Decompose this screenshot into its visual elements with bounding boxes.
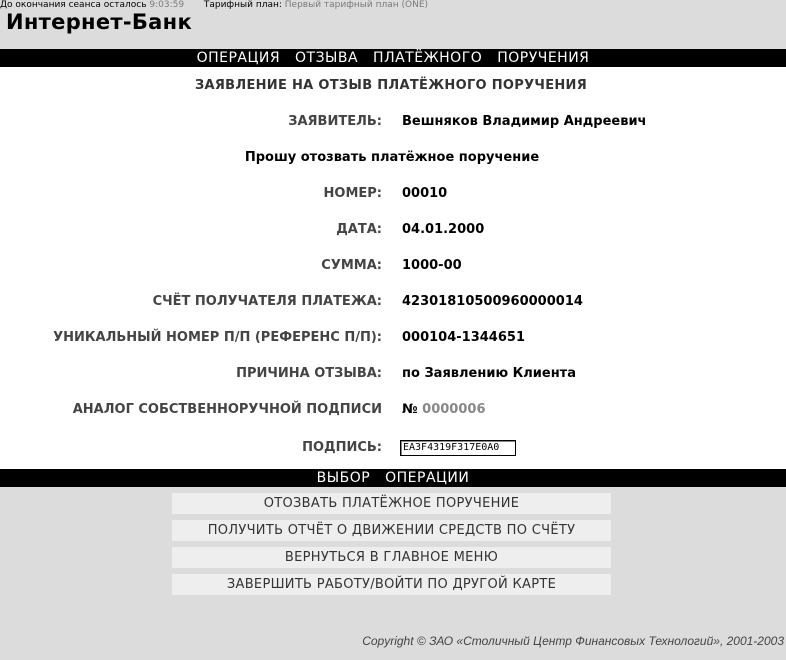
analog-value-wrap — [402, 402, 486, 417]
logout-button[interactable]: ЗАВЕРШИТЬ РАБОТУ/ВОЙТИ ПО ДРУГОЙ КАРТЕ — [172, 574, 611, 595]
applicant-row — [0, 114, 786, 134]
reason-label: ПРИЧИНА ОТЗЫВА: — [236, 366, 382, 381]
signature-label: ПОДПИСЬ: — [302, 440, 382, 455]
date-row — [0, 222, 786, 242]
page-title: ЗАЯВЛЕНИЕ НА ОТЗЫВ ПЛАТЁЖНОГО ПОРУЧЕНИЯ — [194, 78, 588, 93]
analog-value: 0000006 — [422, 402, 486, 417]
analog-row — [0, 402, 786, 422]
tariff-label: Тарифный план: — [203, 0, 282, 10]
number-row — [0, 186, 786, 206]
reference-row — [0, 330, 786, 350]
request-text: Прошу отозвать платёжное поручение — [244, 150, 540, 165]
amount-label: СУММА: — [321, 258, 382, 273]
revoke-order-button[interactable]: ОТОЗВАТЬ ПЛАТЁЖНОЕ ПОРУЧЕНИЕ — [172, 493, 611, 514]
date-value: 04.01.2000 — [402, 222, 485, 237]
reference-value: 000104-1344651 — [402, 330, 525, 345]
session-label: До окончания сеанса осталось — [0, 0, 147, 10]
amount-value: 1000-00 — [402, 258, 462, 273]
account-report-button[interactable]: ПОЛУЧИТЬ ОТЧЁТ О ДВИЖЕНИИ СРЕДСТВ ПО СЧЁТУ — [172, 520, 611, 541]
applicant-label: ЗАЯВИТЕЛЬ: — [288, 114, 382, 129]
copyright: Copyright © ЗАО «Столичный Центр Финансовых Технологий», 2001-2003 — [362, 634, 784, 648]
analog-prefix: № — [402, 402, 418, 417]
main-menu-button[interactable]: ВЕРНУТЬСЯ В ГЛАВНОЕ МЕНЮ — [172, 547, 611, 568]
reference-label: УНИКАЛЬНЫЙ НОМЕР П/П (РЕФЕРЕНС П/П): — [53, 330, 382, 345]
session-time: 9:03:59 — [149, 0, 185, 10]
signature-row — [0, 440, 786, 460]
amount-row — [0, 258, 786, 278]
applicant-value: Вешняков Владимир Андреевич — [402, 114, 647, 129]
account-label: СЧЁТ ПОЛУЧАТЕЛЯ ПЛАТЕЖА: — [152, 294, 382, 309]
account-row — [0, 294, 786, 314]
operation-header: ОПЕРАЦИЯ ОТЗЫВА ПЛАТЁЖНОГО ПОРУЧЕНИЯ — [0, 49, 786, 67]
analog-label: АНАЛОГ СОБСТВЕННОРУЧНОЙ ПОДПИСИ — [72, 402, 382, 417]
tariff-value: Первый тарифный план (ONE) — [284, 0, 429, 10]
reason-row — [0, 366, 786, 386]
date-label: ДАТА: — [336, 222, 382, 237]
reason-value: по Заявлению Клиента — [402, 366, 576, 381]
number-label: НОМЕР: — [323, 186, 382, 201]
account-value: 42301810500960000014 — [402, 294, 583, 309]
operations-header: ВЫБОР ОПЕРАЦИИ — [0, 469, 786, 487]
signature-field[interactable]: EA3F4319F317E0A0 — [400, 440, 516, 456]
number-value: 00010 — [402, 186, 448, 201]
bank-logo: Интернет-Банк — [6, 10, 193, 34]
